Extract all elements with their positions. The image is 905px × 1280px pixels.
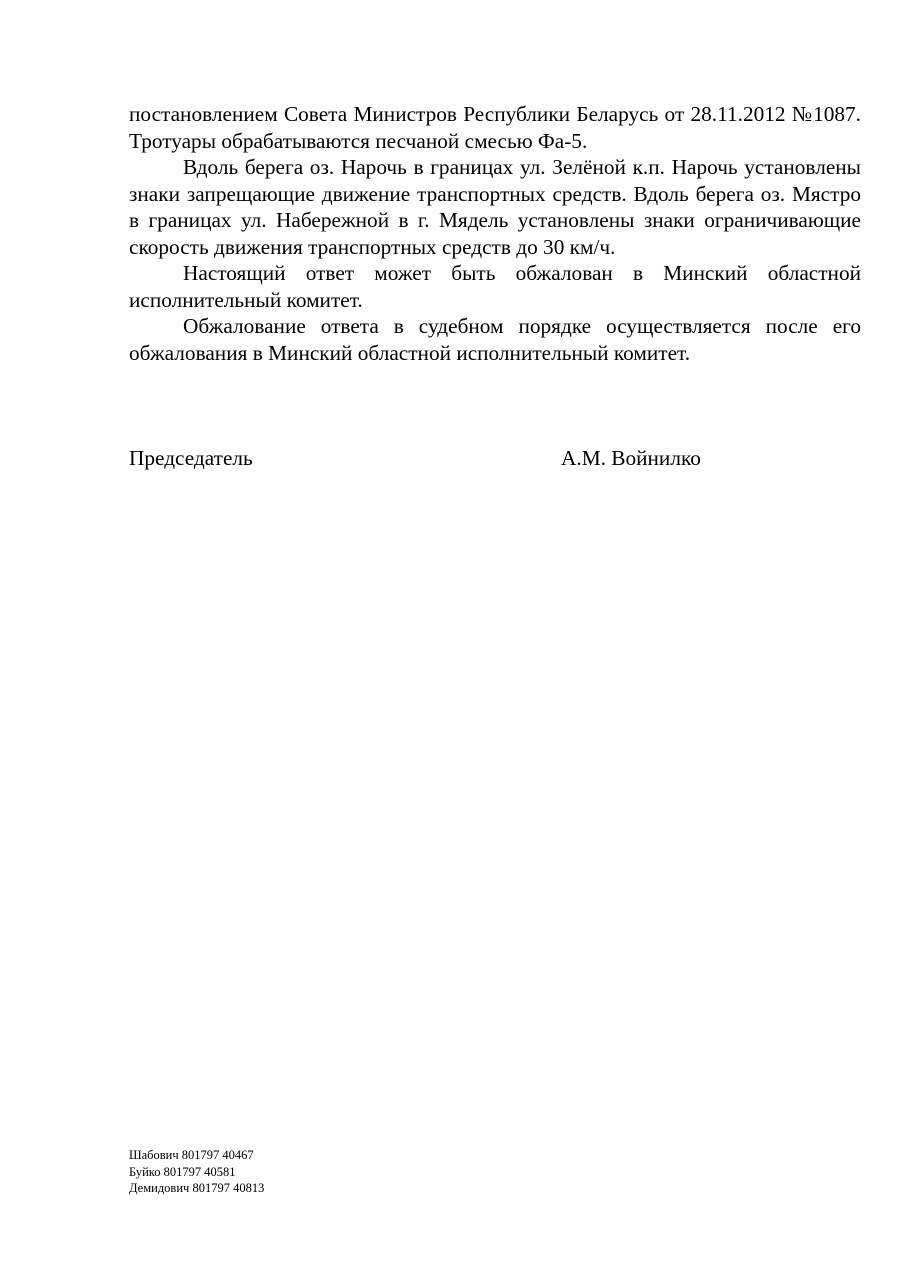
signatory-title: Председатель <box>129 446 253 470</box>
contacts-block <box>129 1147 264 1197</box>
paragraph-continuation: постановлением Совета Министров Республики Беларусь от 28.11.2012 №1087. Тротуары обрабатываются песчаной смесью Фа-5. <box>129 102 861 153</box>
paragraph-court-appeal: Обжалование ответа в судебном порядке осуществляется после его обжалования в Минский областной исполнительный комитет. <box>129 314 861 365</box>
contact-line: Буйко 801797 40581 <box>129 1164 236 1179</box>
signatory-name: А.М. Войнилко <box>561 446 701 470</box>
contact-line: Демидович 801797 40813 <box>129 1181 265 1196</box>
paragraph-road-signs: Вдоль берега оз. Нарочь в границах ул. Зелёной к.п. Нарочь установлены знаки запрещающие движение транспортных средств. Вдоль берега оз. Мястро в границах ул. Набережной в г. Мядель установлены знаки ограничивающие скорость движения транспортных средств до 30 км/ч. <box>129 155 861 259</box>
contact-line: Шабович 801797 40467 <box>129 1148 254 1162</box>
letter-body <box>129 101 861 366</box>
paragraph-appeal: Настоящий ответ может быть обжалован в Минский областной исполнительный комитет. <box>129 261 861 312</box>
signature-block <box>129 445 861 475</box>
